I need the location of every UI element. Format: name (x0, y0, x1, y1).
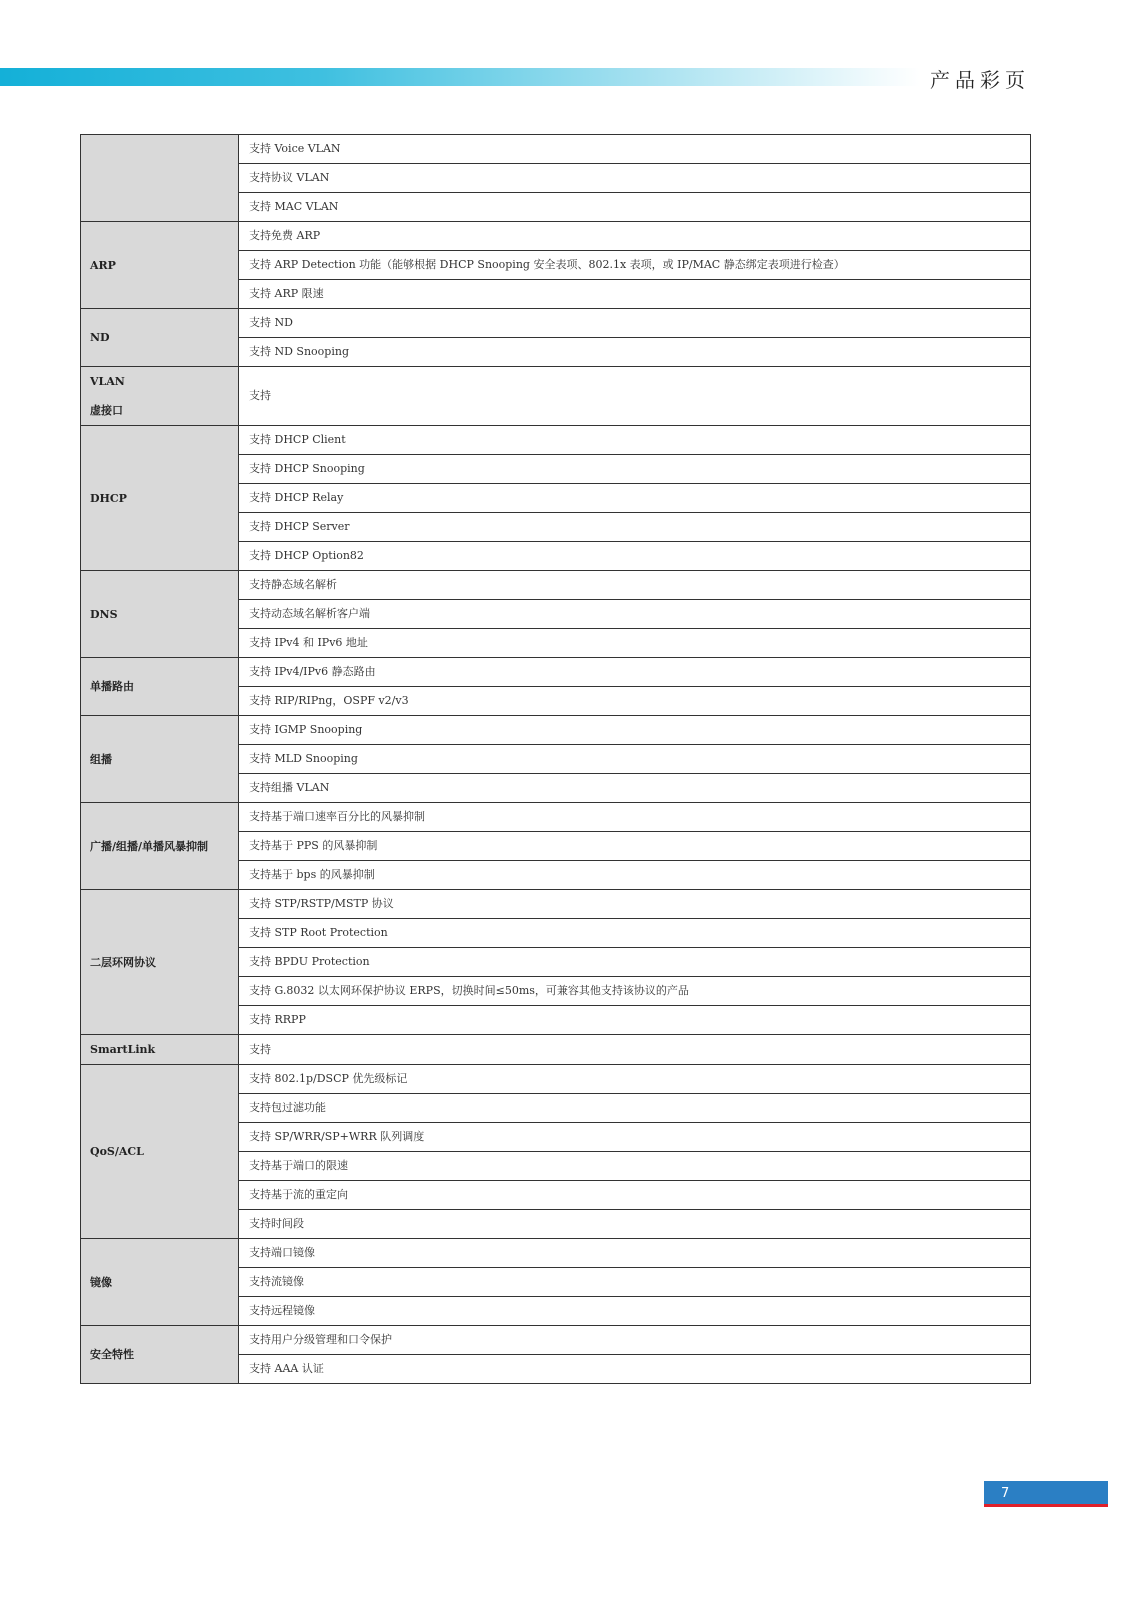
category-cell (81, 222, 239, 309)
feature-cell: 支持 MLD Snooping (239, 745, 1031, 774)
feature-cell: 支持 (239, 367, 1031, 426)
feature-cell: 支持 DHCP Client (239, 426, 1031, 455)
header-title: 产品彩页 (930, 68, 1030, 92)
category-label: ARP (90, 258, 116, 272)
table-row (81, 1239, 1031, 1268)
header-accent-bar (0, 68, 920, 86)
category-label: SmartLink (90, 1043, 156, 1056)
table-row (81, 222, 1031, 251)
category-cell (81, 890, 239, 1035)
feature-cell: 支持 ARP 限速 (239, 280, 1031, 309)
table-row (81, 367, 1031, 426)
feature-cell: 支持 G.8032 以太网环保护协议 ERPS，切换时间≤50ms，可兼容其他支持该协议的产品 (239, 977, 1031, 1006)
table-row (81, 1326, 1031, 1355)
category-label: 虚接口 (90, 404, 123, 417)
spec-table-body (81, 135, 1031, 1384)
feature-cell: 支持 (239, 1035, 1031, 1065)
feature-cell: 支持基于 PPS 的风暴抑制 (239, 832, 1031, 861)
feature-cell: 支持 DHCP Server (239, 513, 1031, 542)
category-cell (81, 803, 239, 890)
feature-cell: 支持 ND Snooping (239, 338, 1031, 367)
feature-cell: 支持基于端口速率百分比的风暴抑制 (239, 803, 1031, 832)
table-row (81, 890, 1031, 919)
feature-cell: 支持 ND (239, 309, 1031, 338)
category-label: DNS (90, 607, 118, 621)
feature-cell: 支持 MAC VLAN (239, 193, 1031, 222)
feature-cell: 支持组播 VLAN (239, 774, 1031, 803)
feature-cell: 支持 IPv4 和 IPv6 地址 (239, 629, 1031, 658)
category-cell (81, 716, 239, 803)
feature-cell: 支持 STP/RSTP/MSTP 协议 (239, 890, 1031, 919)
table-row (81, 571, 1031, 600)
category-cell (81, 1065, 239, 1239)
table-row (81, 135, 1031, 164)
category-cell (81, 571, 239, 658)
feature-cell: 支持 RRPP (239, 1006, 1031, 1035)
feature-cell: 支持基于端口的限速 (239, 1152, 1031, 1181)
category-cell (81, 1035, 239, 1065)
category-label: 组播 (90, 752, 112, 766)
table-row (81, 309, 1031, 338)
feature-cell: 支持 AAA 认证 (239, 1355, 1031, 1384)
category-label: 安全特性 (90, 1348, 134, 1361)
feature-cell: 支持 IGMP Snooping (239, 716, 1031, 745)
feature-cell: 支持 STP Root Protection (239, 919, 1031, 948)
table-row (81, 1035, 1031, 1065)
category-cell (81, 658, 239, 716)
feature-cell: 支持 ARP Detection 功能（能够根据 DHCP Snooping 安全表项、802.1x 表项，或 IP/MAC 静态绑定表项进行检查） (239, 251, 1031, 280)
category-label: 镜像 (90, 1275, 112, 1289)
category-label: QoS/ACL (90, 1145, 144, 1158)
feature-cell: 支持 RIP/RIPng，OSPF v2/v3 (239, 687, 1031, 716)
category-cell (81, 1239, 239, 1326)
category-label: ND (90, 331, 110, 344)
feature-cell: 支持协议 VLAN (239, 164, 1031, 193)
category-label: VLAN (90, 375, 125, 388)
category-cell (81, 135, 239, 222)
feature-cell: 支持静态域名解析 (239, 571, 1031, 600)
feature-cell: 支持 DHCP Snooping (239, 455, 1031, 484)
feature-cell: 支持动态域名解析客户端 (239, 600, 1031, 629)
category-label: 单播路由 (90, 680, 134, 693)
feature-cell: 支持时间段 (239, 1210, 1031, 1239)
page-number-badge: 7 (984, 1481, 1108, 1507)
feature-cell: 支持包过滤功能 (239, 1094, 1031, 1123)
feature-cell: 支持 SP/WRR/SP+WRR 队列调度 (239, 1123, 1031, 1152)
feature-cell: 支持流镜像 (239, 1268, 1031, 1297)
feature-cell: 支持远程镜像 (239, 1297, 1031, 1326)
feature-cell: 支持免费 ARP (239, 222, 1031, 251)
feature-cell: 支持 Voice VLAN (239, 135, 1031, 164)
feature-cell: 支持 DHCP Relay (239, 484, 1031, 513)
category-label: 二层环网协议 (90, 955, 156, 969)
table-row (81, 658, 1031, 687)
feature-cell: 支持基于 bps 的风暴抑制 (239, 861, 1031, 890)
category-cell (81, 309, 239, 367)
table-row (81, 426, 1031, 455)
feature-cell: 支持 802.1p/DSCP 优先级标记 (239, 1065, 1031, 1094)
feature-cell: 支持 DHCP Option82 (239, 542, 1031, 571)
category-label: DHCP (90, 491, 127, 505)
feature-cell: 支持用户分级管理和口令保护 (239, 1326, 1031, 1355)
table-row (81, 716, 1031, 745)
category-cell (81, 1326, 239, 1384)
feature-cell: 支持 BPDU Protection (239, 948, 1031, 977)
category-label: 广播/组播/单播风暴抑制 (90, 839, 209, 853)
feature-cell: 支持端口镜像 (239, 1239, 1031, 1268)
feature-cell: 支持基于流的重定向 (239, 1181, 1031, 1210)
table-row (81, 803, 1031, 832)
table-row (81, 1065, 1031, 1094)
feature-cell: 支持 IPv4/IPv6 静态路由 (239, 658, 1031, 687)
category-cell (81, 426, 239, 571)
spec-table (80, 134, 1031, 1384)
category-cell (81, 367, 239, 426)
